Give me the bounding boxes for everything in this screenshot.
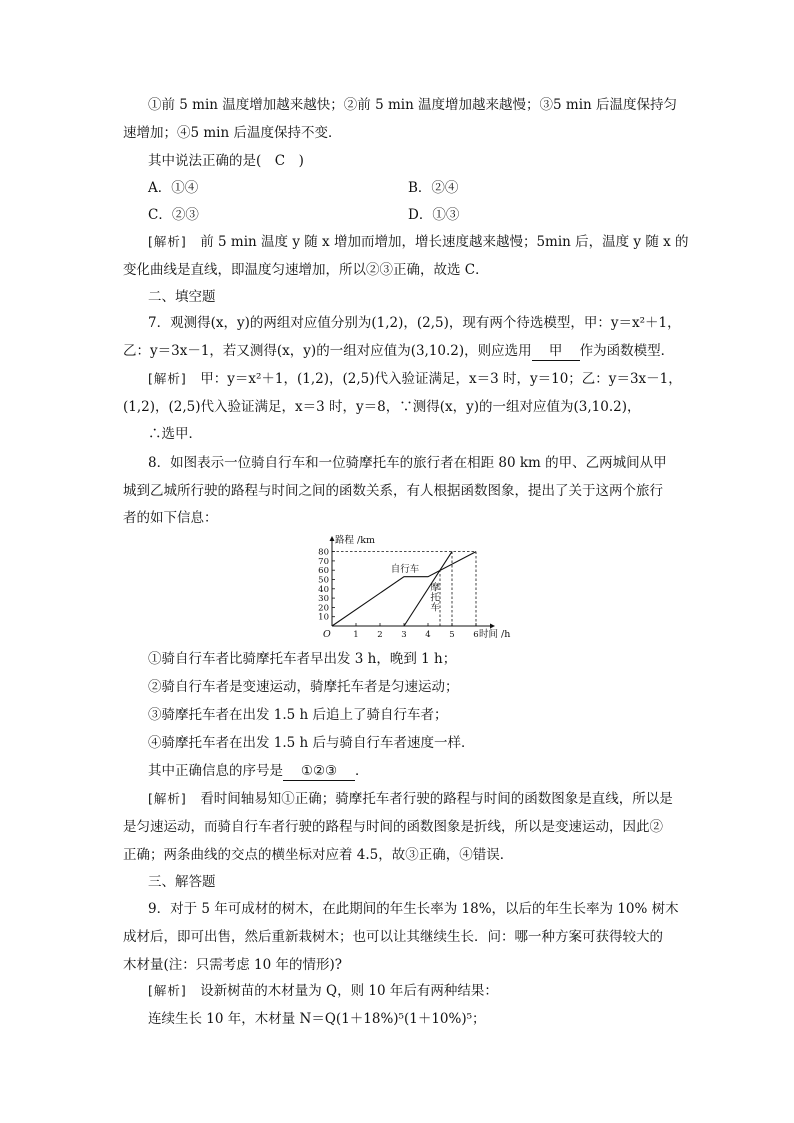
q8-ask [148,762,369,781]
q6-option-b: B．②④ [408,180,459,196]
q8-line-2: 城到乙城所行驶的路程与时间之间的函数关系，有人根据函数图象，提出了关于这两个旅行 [123,483,663,499]
q6-analysis-1 [148,233,689,251]
q6-analysis-text: 前 5 min 温度 y 随 x 增加而增加，增长速度越来越慢；5min 后，温度 y 随 x 的 [200,234,689,250]
q6-option-c: C．②③ [148,207,199,223]
q7-line-2-pre: 乙：y＝3x－1，若又测得(x，y)的一组对应值为(3,10.2)，则应选用 [123,343,532,359]
x-tick-label: 5 [449,630,455,640]
q8-info-2: ②骑自行车者是变速运动，骑摩托车者是匀速运动； [148,679,459,695]
motorcycle-label: 摩托车 [430,582,440,614]
bicycle-series-line [332,552,476,626]
q6-analysis-2: 变化曲线是直线，即温度匀速增加，所以②③正确，故选 C． [123,262,489,278]
y-tick-label: 80 [318,547,329,558]
q6-line-1: ①前 5 min 温度增加越来越快；②前 5 min 温度增加越来越慢；③5 min 后温度保持匀 [148,97,678,113]
y-axis-arrow [330,536,335,541]
q7-analysis-text: 甲：y＝x²＋1，(1,2)，(2,5)代入验证满足，x＝3 时，y＝10；乙：y＝3x－1， [200,371,682,387]
q7-answer-blank: 甲 [532,342,580,361]
q6-option-a: A．①④ [148,180,199,196]
x-tick-label: 6 [473,630,479,640]
q9-analysis-text: 设新树苗的木材量为 Q，则 10 年后有两种结果： [200,983,498,999]
q7-analysis-2: (1,2)，(2,5)代入验证满足，x＝3 时，y＝8，∵测得(x，y)的一组对应值为(3,10.2)， [123,399,641,415]
y-tick-label: 40 [318,584,329,595]
x-tick-label: 3 [401,630,407,640]
q7-analysis-1 [148,370,682,388]
q9-line-1: 9．对于 5 年可成材的树木，在此期间的年生长率为 18%，以后的年生长率为 10% 树木 [148,901,679,917]
analysis-tag: [解析] [148,234,187,249]
q7-line-1: 7．观测得(x，y)的两组对应值分别为(1,2)，(2,5)，现有两个待选模型，甲：y＝x²＋1， [148,315,681,331]
q8-line-1: 8．如图表示一位骑自行车和一位骑摩托车的旅行者在相距 80 km 的甲、乙两城间从甲 [148,455,667,471]
q9-analysis-2: 连续生长 10 年，木材量 N＝Q(1＋18%)⁵(1＋10%)⁵； [148,1011,486,1027]
q8-analysis-text: 看时间轴易知①正确；骑摩托车者行驶的路程与时间的函数图象是直线，所以是 [200,791,673,807]
section-heading-solve: 三、解答题 [148,874,216,890]
x-tick-label: 2 [377,630,383,640]
q8-analysis-2: 是匀速运动，而骑自行车者行驶的路程与时间的函数图象是折线，所以是变速运动，因此② [123,819,663,835]
analysis-tag: [解析] [148,371,187,386]
q8-info-3: ③骑摩托车者在出发 1.5 h 后追上了骑自行车者； [148,707,448,723]
y-tick-label: 60 [318,566,329,577]
q8-answer-blank: ①②③ [283,762,355,781]
x-axis-arrow [490,624,495,629]
y-tick-label: 70 [318,556,329,567]
section-heading-fill-in: 二、填空题 [148,289,216,305]
x-tick-label: 4 [425,630,431,640]
q9-line-2: 成材后，即可出售，然后重新栽树木；也可以让其继续生长．问：哪一种方案可获得较大的 [123,929,663,945]
y-tick-label: 50 [318,575,329,586]
q7-line-2 [123,342,674,361]
q8-info-1: ①骑自行车者比骑摩托车者早出发 3 h，晚到 1 h； [148,651,457,667]
y-tick-label: 30 [318,594,329,605]
origin-label: O [323,629,331,640]
q9-analysis-1 [148,982,498,1000]
q8-analysis-3: 正确；两条曲线的交点的横坐标对应着 4.5，故③正确，④错误． [123,847,514,863]
bicycle-label: 自行车 [390,564,420,576]
analysis-tag: [解析] [148,791,187,806]
q6-option-d: D．①③ [408,207,460,223]
q8-ask-post: ． [355,763,369,779]
y-axis-label: 路程 /km [335,535,375,546]
q7-line-2-post: 作为函数模型． [579,343,675,359]
q6-line-2: 速增加；④5 min 后温度保持不变． [123,125,342,141]
motorcycle-series-line [404,552,452,626]
q9-line-3: 木材量(注：只需考虑 10 年的情形)? [123,957,343,973]
y-tick-label: 10 [318,612,329,623]
q8-ask-pre: 其中正确信息的序号是 [148,763,283,779]
q7-analysis-3: ∴选甲． [148,426,202,442]
y-tick-label: 20 [318,603,329,614]
distance-time-chart [312,532,522,642]
analysis-tag: [解析] [148,983,187,998]
q8-analysis-1 [148,790,673,808]
q8-info-4: ④骑摩托车者在出发 1.5 h 后与骑自行车者速度一样． [148,735,475,751]
q8-line-3: 者的如下信息： [123,510,218,526]
q6-ask: 其中说法正确的是( C ) [148,153,304,169]
x-axis-label: 时间 /h [479,629,511,640]
x-tick-label: 1 [353,630,359,640]
